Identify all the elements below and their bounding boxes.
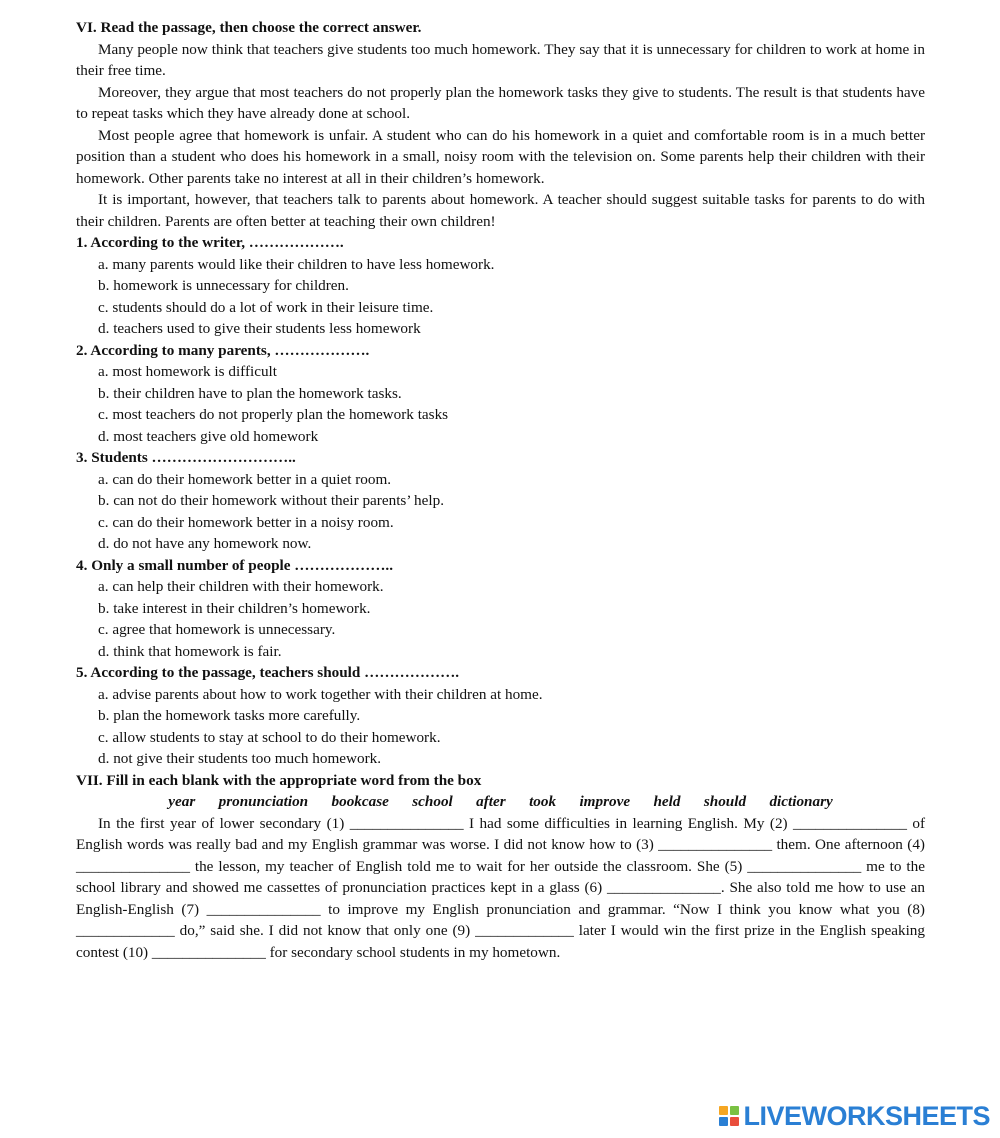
section-7-heading: VII. Fill in each blank with the appropriate word from the box — [76, 771, 482, 789]
question-3-option-c[interactable]: c. can do their homework better in a noisy room. — [98, 513, 394, 531]
question-1-option-a[interactable]: a. many parents would like their children to have less homework. — [98, 255, 495, 273]
passage-paragraph-3: Most people agree that homework is unfair. A student who can do his homework in a quiet and comfortable room is in a much better position than a student who does his homework in a small, noisy room with the television on. Some parents help their children with their homework. Other parents take no interest at all in their children’s homework. — [76, 126, 925, 187]
question-4-option-d[interactable]: d. think that homework is fair. — [98, 642, 282, 660]
logo-square-1 — [719, 1106, 728, 1115]
question-1 — [76, 232, 925, 340]
question-5-stem: 5. According to the passage, teachers should ………………. — [76, 664, 460, 681]
logo-square-4 — [730, 1117, 739, 1126]
question-4-stem: 4. Only a small number of people ……………….. — [76, 556, 393, 574]
question-4-option-c[interactable]: c. agree that homework is unnecessary. — [98, 621, 336, 638]
question-3 — [76, 447, 925, 555]
reading-passage — [76, 39, 925, 233]
question-2-stem: 2. According to many parents, ………………. — [76, 341, 370, 359]
fill-in-passage: In the first year of lower secondary (1) _______________ I had some difficulties in learning English. My (2) _______________ of English words was really bad and my English grammar was worse. I did not know how to (3) _______________ them. One afternoon (4) _______________ the lesson, my teacher of English told me to wait for her outside the classroom. She (5) _______________ me to the school library and showed me cassettes of pronunciation practices kept in a glass (6) _______________. She also told me how to use an English-English (7) _______________ to improve my English pronunciation and grammar. “Now I think you know what you (8) _____________ do,” said she. I did not know that only one (9) _____________ later I would win the first prize in the English speaking contest (10) _______________ for secondary school students in my hometown. — [76, 814, 925, 961]
question-2-option-c[interactable]: c. most teachers do not properly plan the homework tasks — [98, 406, 449, 423]
logo-square-3 — [719, 1117, 728, 1126]
section-6-heading: VI. Read the passage, then choose the correct answer. — [76, 19, 422, 36]
question-1-stem: 1. According to the writer, ………………. — [76, 234, 344, 251]
question-1-option-b[interactable]: b. homework is unnecessary for children. — [98, 277, 349, 294]
question-1-option-c[interactable]: c. students should do a lot of work in their leisure time. — [98, 298, 434, 316]
question-4-option-a[interactable]: a. can help their children with their homework. — [98, 578, 384, 595]
passage-paragraph-4: It is important, however, that teachers talk to parents about homework. A teacher should suggest suitable tasks for parents to do with their children. Parents are often better at teaching their own children! — [76, 191, 925, 230]
question-5-option-b[interactable]: b. plan the homework tasks more carefully. — [98, 707, 361, 724]
question-5-option-d[interactable]: d. not give their students too much homework. — [98, 750, 382, 767]
question-2-option-a[interactable]: a. most homework is difficult — [98, 363, 277, 380]
worksheet-page — [76, 17, 925, 963]
logo-square-2 — [730, 1106, 739, 1115]
question-4 — [76, 555, 925, 663]
word-box: year pronunciation bookcase school after took improve held should dictionary — [168, 793, 833, 810]
question-3-option-a[interactable]: a. can do their homework better in a quiet room. — [98, 470, 392, 488]
question-3-option-d[interactable]: d. do not have any homework now. — [98, 535, 312, 552]
question-2 — [76, 340, 925, 448]
question-5-option-a[interactable]: a. advise parents about how to work together with their children at home. — [98, 685, 543, 703]
question-2-option-d[interactable]: d. most teachers give old homework — [98, 427, 319, 445]
question-5 — [76, 662, 925, 770]
question-5-option-c[interactable]: c. allow students to stay at school to do their homework. — [98, 728, 441, 746]
logo-text: LIVEWORKSHEETS — [743, 1100, 990, 1131]
question-3-stem: 3. Students ……………………….. — [76, 449, 296, 466]
logo-mark-icon — [719, 1106, 739, 1126]
question-2-option-b[interactable]: b. their children have to plan the homework tasks. — [98, 384, 402, 402]
passage-paragraph-1: Many people now think that teachers give students too much homework. They say that it is unnecessary for children to work at home in their free time. — [76, 40, 925, 79]
question-1-option-d[interactable]: d. teachers used to give their students less homework — [98, 320, 421, 337]
passage-paragraph-2: Moreover, they argue that most teachers do not properly plan the homework tasks they give to students. The result is that students have to repeat tasks which they have already done at school. — [76, 83, 925, 122]
liveworksheets-logo — [719, 1100, 990, 1131]
question-3-option-b[interactable]: b. can not do their homework without their parents’ help. — [98, 492, 444, 509]
question-4-option-b[interactable]: b. take interest in their children’s homework. — [98, 599, 371, 617]
